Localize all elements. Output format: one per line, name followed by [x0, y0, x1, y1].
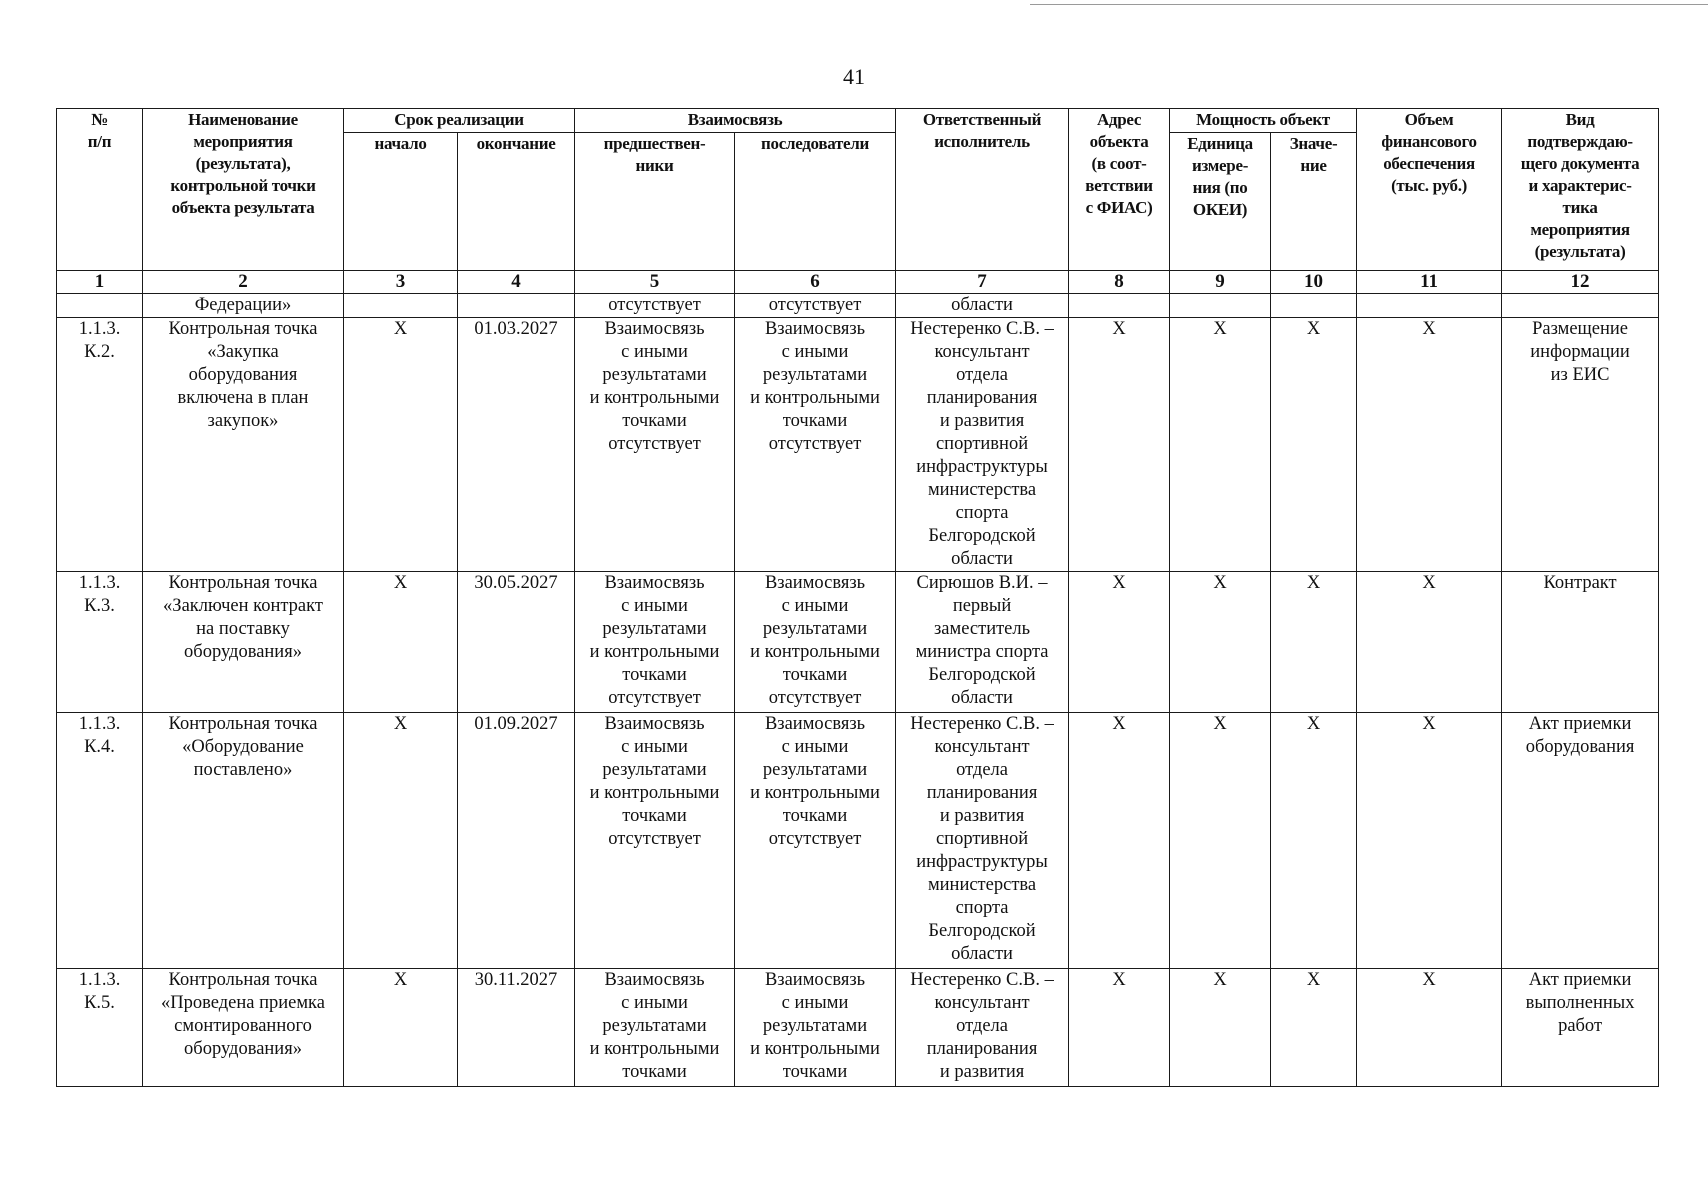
cell-doc-type: Контракт — [1502, 572, 1659, 713]
header-num: № п/п — [57, 109, 143, 271]
cell-name: Контрольная точка «Проведена приемка смонтированного оборудования» — [143, 969, 344, 1087]
header-responsible: Ответственный исполнитель — [896, 109, 1069, 271]
cell-finance: X — [1357, 969, 1502, 1087]
cell-doc-type: Акт приемки выполненных работ — [1502, 969, 1659, 1087]
column-number: 3 — [344, 271, 458, 294]
header-predecessors: предшествен- ники — [575, 133, 735, 271]
cell-start: X — [344, 318, 458, 572]
cell-value: X — [1271, 713, 1357, 969]
cell-num: 1.1.3. К.4. — [57, 713, 143, 969]
cell-finance: X — [1357, 318, 1502, 572]
cell-end — [458, 294, 575, 318]
table-row — [57, 969, 1659, 1087]
header-unit: Единица измере- ния (по ОКЕИ) — [1170, 133, 1271, 271]
cell-doc-type: Акт приемки оборудования — [1502, 713, 1659, 969]
cell-name: Контрольная точка «Оборудование поставлено» — [143, 713, 344, 969]
column-number: 5 — [575, 271, 735, 294]
column-numbers-row — [57, 271, 1659, 294]
cell-responsible: Нестеренко С.В. – консультант отдела планирования и развития — [896, 969, 1069, 1087]
column-number: 8 — [1069, 271, 1170, 294]
cell-successors: отсутствует — [735, 294, 896, 318]
cell-end: 01.09.2027 — [458, 713, 575, 969]
cell-name: Контрольная точка «Заключен контракт на поставку оборудования» — [143, 572, 344, 713]
cell-value: X — [1271, 969, 1357, 1087]
cell-doc-type — [1502, 294, 1659, 318]
cell-successors: Взаимосвязь с иными результатами и контрольными точками отсутствует — [735, 572, 896, 713]
cell-name: Контрольная точка «Закупка оборудования включена в план закупок» — [143, 318, 344, 572]
cell-unit: X — [1170, 713, 1271, 969]
cell-unit — [1170, 294, 1271, 318]
cell-predecessors: Взаимосвязь с иными результатами и контрольными точками отсутствует — [575, 572, 735, 713]
column-number: 11 — [1357, 271, 1502, 294]
cell-value: X — [1271, 572, 1357, 713]
cell-finance — [1357, 294, 1502, 318]
cell-responsible: Сирюшов В.И. – первый заместитель министра спорта Белгородской области — [896, 572, 1069, 713]
cell-predecessors: Взаимосвязь с иными результатами и контрольными точками отсутствует — [575, 713, 735, 969]
cell-num: 1.1.3. К.3. — [57, 572, 143, 713]
table-row — [57, 572, 1659, 713]
table-row — [57, 318, 1659, 572]
cell-num — [57, 294, 143, 318]
header-start: начало — [344, 133, 458, 271]
cell-unit: X — [1170, 572, 1271, 713]
table-header — [57, 109, 1659, 294]
header-capacity-group: Мощность объект — [1170, 109, 1357, 133]
column-number: 1 — [57, 271, 143, 294]
cell-finance: X — [1357, 572, 1502, 713]
table-body — [57, 294, 1659, 1087]
header-doc-type: Вид подтверждаю- щего документа и характерис- тика мероприятия (результата) — [1502, 109, 1659, 271]
cell-value — [1271, 294, 1357, 318]
cell-address: X — [1069, 713, 1170, 969]
cell-address — [1069, 294, 1170, 318]
cell-start: X — [344, 969, 458, 1087]
plan-table — [56, 108, 1659, 1087]
cell-unit: X — [1170, 969, 1271, 1087]
cell-successors: Взаимосвязь с иными результатами и контрольными точками отсутствует — [735, 713, 896, 969]
cell-value: X — [1271, 318, 1357, 572]
continuation-row — [57, 294, 1659, 318]
cell-num: 1.1.3. К.5. — [57, 969, 143, 1087]
header-value: Значе- ние — [1271, 133, 1357, 271]
column-number: 4 — [458, 271, 575, 294]
header-relation-group: Взаимосвязь — [575, 109, 896, 133]
page-number: 41 — [843, 64, 865, 89]
cell-successors: Взаимосвязь с иными результатами и контрольными точками — [735, 969, 896, 1087]
column-number: 9 — [1170, 271, 1271, 294]
cell-name: Федерации» — [143, 294, 344, 318]
header-name: Наименование мероприятия (результата), контрольной точки объекта результата — [143, 109, 344, 271]
cell-end: 30.11.2027 — [458, 969, 575, 1087]
cell-responsible: Нестеренко С.В. – консультант отдела планирования и развития спортивной инфраструктуры министерства спорта Белгородской области — [896, 318, 1069, 572]
header-finance: Объем финансового обеспечения (тыс. руб.) — [1357, 109, 1502, 271]
cell-end: 30.05.2027 — [458, 572, 575, 713]
cell-finance: X — [1357, 713, 1502, 969]
cell-predecessors: отсутствует — [575, 294, 735, 318]
header-address: Адрес объекта (в соот- ветствии с ФИАС) — [1069, 109, 1170, 271]
cell-successors: Взаимосвязь с иными результатами и контрольными точками отсутствует — [735, 318, 896, 572]
header-successors: последователи — [735, 133, 896, 271]
cell-start — [344, 294, 458, 318]
cell-end: 01.03.2027 — [458, 318, 575, 572]
table-row — [57, 713, 1659, 969]
cell-address: X — [1069, 969, 1170, 1087]
column-number: 6 — [735, 271, 896, 294]
header-end: окончание — [458, 133, 575, 271]
column-number: 2 — [143, 271, 344, 294]
cell-responsible: Нестеренко С.В. – консультант отдела планирования и развития спортивной инфраструктуры министерства спорта Белгородской области — [896, 713, 1069, 969]
cell-predecessors: Взаимосвязь с иными результатами и контрольными точками отсутствует — [575, 318, 735, 572]
column-number: 10 — [1271, 271, 1357, 294]
cell-start: X — [344, 572, 458, 713]
cell-responsible: области — [896, 294, 1069, 318]
cell-doc-type: Размещение информации из ЕИС — [1502, 318, 1659, 572]
cell-address: X — [1069, 318, 1170, 572]
cell-num: 1.1.3. К.2. — [57, 318, 143, 572]
header-term-group: Срок реализации — [344, 109, 575, 133]
cell-predecessors: Взаимосвязь с иными результатами и контрольными точками — [575, 969, 735, 1087]
cell-start: X — [344, 713, 458, 969]
column-number: 12 — [1502, 271, 1659, 294]
column-number: 7 — [896, 271, 1069, 294]
cell-unit: X — [1170, 318, 1271, 572]
cell-address: X — [1069, 572, 1170, 713]
scan-edge-line — [1030, 4, 1708, 5]
